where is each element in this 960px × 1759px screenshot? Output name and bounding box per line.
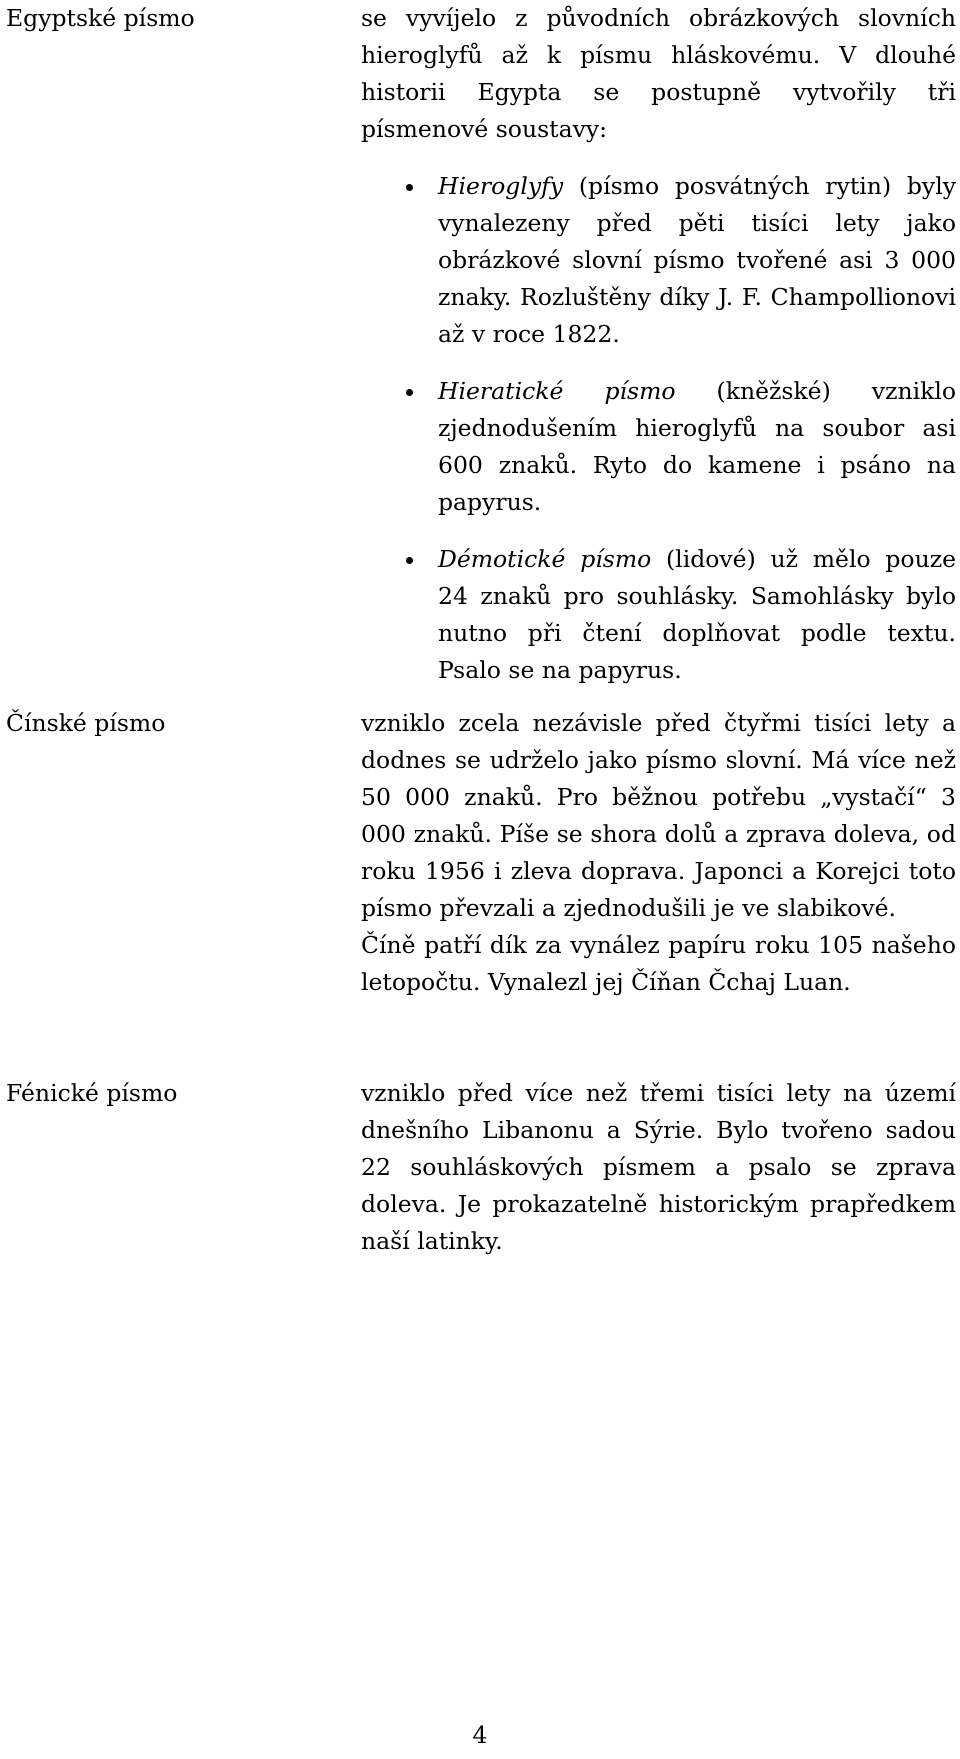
list-item-hieratic bbox=[361, 373, 956, 521]
list-item-demotic bbox=[361, 541, 956, 689]
list-item-hieroglyphs bbox=[361, 168, 956, 353]
bullet-icon bbox=[406, 389, 413, 396]
paragraph: vzniklo před více než třemi tisíci lety na území dnešního Libanonu a Sýrie. Bylo tvořeno sadou 22 souhláskových písmem a psalo se zprava doleva. Je prokazatelně historickým prapředkem naší latinky. bbox=[361, 1079, 956, 1255]
item-name: Démotické písmo bbox=[438, 545, 652, 573]
term-chinese: Čínské písmo bbox=[6, 709, 166, 737]
item-name: Hieratické písmo bbox=[438, 377, 676, 405]
item-name: Hieroglyfy bbox=[438, 172, 564, 200]
item-text: (kněžské) vzniklo zjednodušením hieroglyfů na soubor asi 600 znaků. Ryto do kamene i psáno na papyrus. bbox=[438, 377, 956, 516]
paragraph: Číně patří dík za vynález papíru roku 105 našeho letopočtu. Vynalezl jej Číňan Čchaj Luan. bbox=[361, 931, 956, 996]
item-text: (písmo posvátných rytin) byly vynalezeny před pěti tisíci lety jako obrázkové slovní písmo tvořené asi 3 000 znaky. Rozluštěny díky J. F. Champollionovi až v roce 1822. bbox=[438, 172, 956, 348]
term-phoenician: Fénické písmo bbox=[6, 1079, 178, 1107]
description-phoenician bbox=[361, 1075, 956, 1260]
description-chinese bbox=[361, 705, 956, 1001]
bullet-icon bbox=[406, 184, 413, 191]
bullet-icon bbox=[406, 557, 413, 564]
item-text: (lidové) už mělo pouze 24 znaků pro souhlásky. Samohlásky bylo nutno při čtení doplňovat podle textu. Psalo se na papyrus. bbox=[438, 545, 956, 684]
intro-paragraph: se vyvíjelo z původních obrázkových slovních hieroglyfů až k písmu hláskovému. V dlouhé historii Egypta se postupně vytvořily tři písmenové soustavy: bbox=[361, 4, 956, 143]
paragraph: vzniklo zcela nezávisle před čtyřmi tisíci lety a dodnes se udrželo jako písmo slovní. Má více než 50 000 znaků. Pro běžnou potřebu „vystačí“ 3 000 znaků. Píše se shora dolů a zprava doleva, od roku 1956 i zleva doprava. Japonci a Korejci toto písmo převzali a zjednodušili je ve slabikové. bbox=[361, 709, 956, 922]
page-number: 4 bbox=[472, 1721, 488, 1749]
term-egyptian: Egyptské písmo bbox=[6, 4, 195, 32]
script-systems-list bbox=[361, 168, 956, 689]
description-egyptian bbox=[361, 0, 956, 689]
